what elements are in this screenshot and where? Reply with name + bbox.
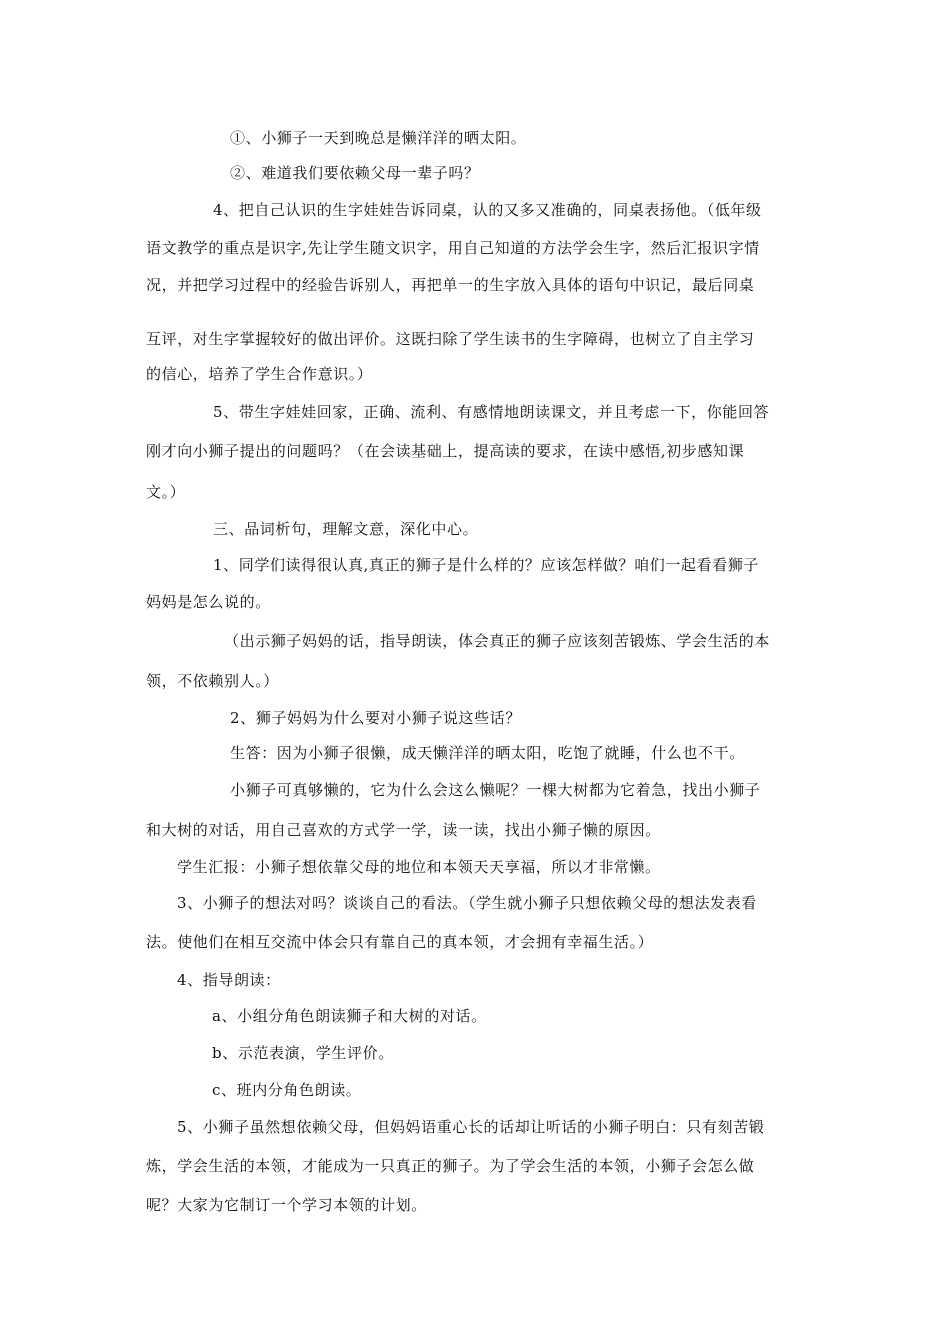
list-item: c、班内分角色朗读。 [212, 1081, 362, 1099]
text-line: 法。使他们在相互交流中体会只有靠自己的真本领，才会拥有幸福生活。） [146, 933, 654, 951]
text-line: 文。） [146, 483, 186, 501]
text-line: 互评，对生字掌握较好的做出评价。这既扫除了学生读书的生字障碍，也树立了自主学习 [146, 330, 755, 348]
text-line: 5、带生字娃娃回家，正确、流利、有感情地朗读课文，并且考虑一下，你能回答 [213, 403, 770, 421]
text-line: ②、难道我们要依赖父母一辈子吗？ [230, 164, 480, 182]
text-line: 呢？大家为它制订一个学习本领的计划。 [146, 1196, 427, 1214]
text-line: 4、指导朗读： [177, 971, 281, 989]
text-line: 语文教学的重点是识字,先让学生随文识字，用自己知道的方法学会生字，然后汇报识字情 [146, 239, 760, 257]
text-line: 小狮子可真够懒的，它为什么会这么懒呢？一棵大树都为它着急，找出小狮子 [230, 781, 761, 799]
text-line: （出示狮子妈妈的话，指导朗读，体会真正的狮子应该刻苦锻炼、学会生活的本 [224, 632, 771, 650]
list-item: a、小组分角色朗读狮子和大树的对话。 [212, 1007, 487, 1025]
text-line: 况，并把学习过程中的经验告诉别人，再把单一的生字放入具体的语句中识记，最后同桌 [146, 276, 755, 294]
text-line: 妈妈是怎么说的。 [146, 593, 271, 611]
text-line: 1、同学们读得很认真,真正的狮子是什么样的？应该怎样做？咱们一起看看狮子 [213, 556, 759, 574]
section-heading: 三、品词析句，理解文意，深化中心。 [213, 520, 479, 538]
text-line: 刚才向小狮子提出的问题吗？（在会读基础上，提高读的要求，在读中感悟,初步感知课 [146, 442, 745, 460]
text-line: 生答：因为小狮子很懒，成天懒洋洋的晒太阳，吃饱了就睡，什么也不干。 [230, 744, 745, 762]
text-line: 学生汇报：小狮子想依靠父母的地位和本领天天享福，所以才非常懒。 [177, 858, 661, 876]
list-item: b、示范表演，学生评价。 [212, 1044, 394, 1062]
text-line: 3、小狮子的想法对吗？谈谈自己的看法。（学生就小狮子只想依赖父母的想法发表看 [177, 894, 757, 912]
text-line: 的信心，培养了学生合作意识。） [146, 365, 373, 383]
text-line: 4、把自己认识的生字娃娃告诉同桌，认的又多又准确的，同桌表扬他。（低年级 [213, 201, 762, 219]
text-line: 领，不依赖别人。） [146, 672, 279, 690]
text-line: ①、小狮子一天到晚总是懒洋洋的晒太阳。 [230, 129, 527, 147]
text-line: 5、小狮子虽然想依赖父母，但妈妈语重心长的话却让听话的小狮子明白：只有刻苦锻 [177, 1118, 765, 1136]
text-line: 和大树的对话，用自己喜欢的方式学一学，读一读，找出小狮子懒的原因。 [146, 821, 661, 839]
text-line: 2、狮子妈妈为什么要对小狮子说这些话？ [230, 709, 521, 727]
text-line: 炼，学会生活的本领，才能成为一只真正的狮子。为了学会生活的本领，小狮子会怎么做 [146, 1157, 755, 1175]
